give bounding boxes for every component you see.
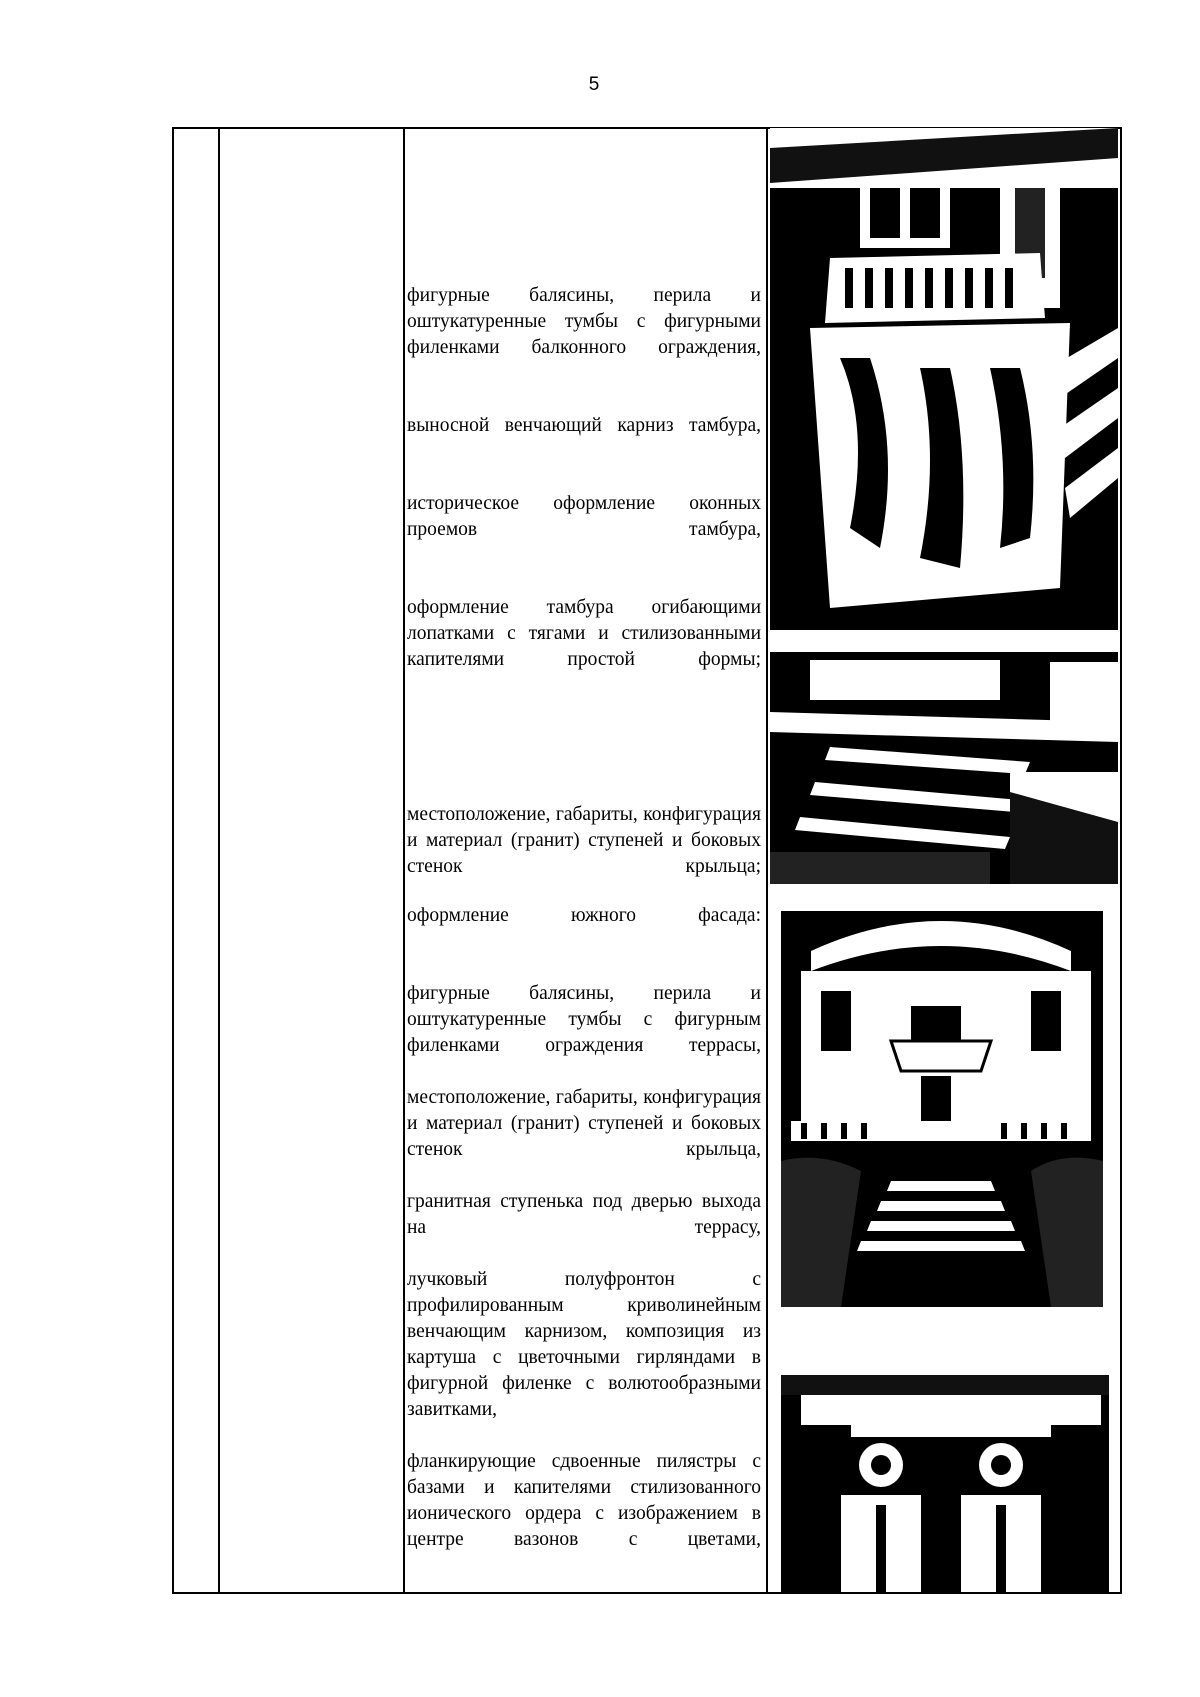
paragraph-cornice: выносной венчающий карниз тамбура,: [407, 415, 761, 436]
paragraph-pediment: лучковый полуфронтон с профилированным криволинейным венчающим карнизом, композиция из картуша с цветочными гирляндами в фигурной филенке с волютообразными завитками,: [407, 1269, 761, 1420]
paragraph-balcony-railing: фигурные балясины, перила и оштукатуренные тумбы с фигурными филенками балконного ограждения,: [407, 285, 761, 358]
paragraph-south-facade: оформление южного фасада:: [407, 905, 761, 926]
photo-pilaster-capitals: [781, 1335, 1109, 1592]
photo-porch-steps: [770, 652, 1118, 884]
column-divider: [403, 129, 405, 1592]
photo-south-facade: [781, 911, 1103, 1307]
paragraph-terrace-railing: фигурные балясины, перила и оштукатуренные тумбы с фигурным филенками ограждения террасы,: [407, 983, 761, 1056]
paragraph-terrace-steps: местоположение, габариты, конфигурация и материал (гранит) ступеней и боковых стенок крыльца,: [407, 1087, 761, 1160]
paragraph-pilasters: фланкирующие сдвоенные пилястры с базами и капителями стилизованного ионического ордера с изображением в центре вазонов с цветами,: [407, 1451, 761, 1550]
paragraph-porch-steps: местоположение, габариты, конфигурация и материал (гранит) ступеней и боковых стенок крыльца;: [407, 804, 761, 877]
page-number: 5: [588, 74, 600, 95]
column-divider: [218, 129, 220, 1592]
paragraph-tambour-decoration: оформление тамбура огибающими лопатками с тягами и стилизованными капителями простой формы;: [407, 597, 761, 670]
photo-balcony-tambour: [770, 128, 1118, 630]
paragraph-granite-step: гранитная ступенька под дверью выхода на террасу,: [407, 1191, 761, 1238]
column-divider: [766, 129, 768, 1592]
paragraph-window-openings: историческое оформление оконных проемов тамбура,: [407, 493, 761, 540]
